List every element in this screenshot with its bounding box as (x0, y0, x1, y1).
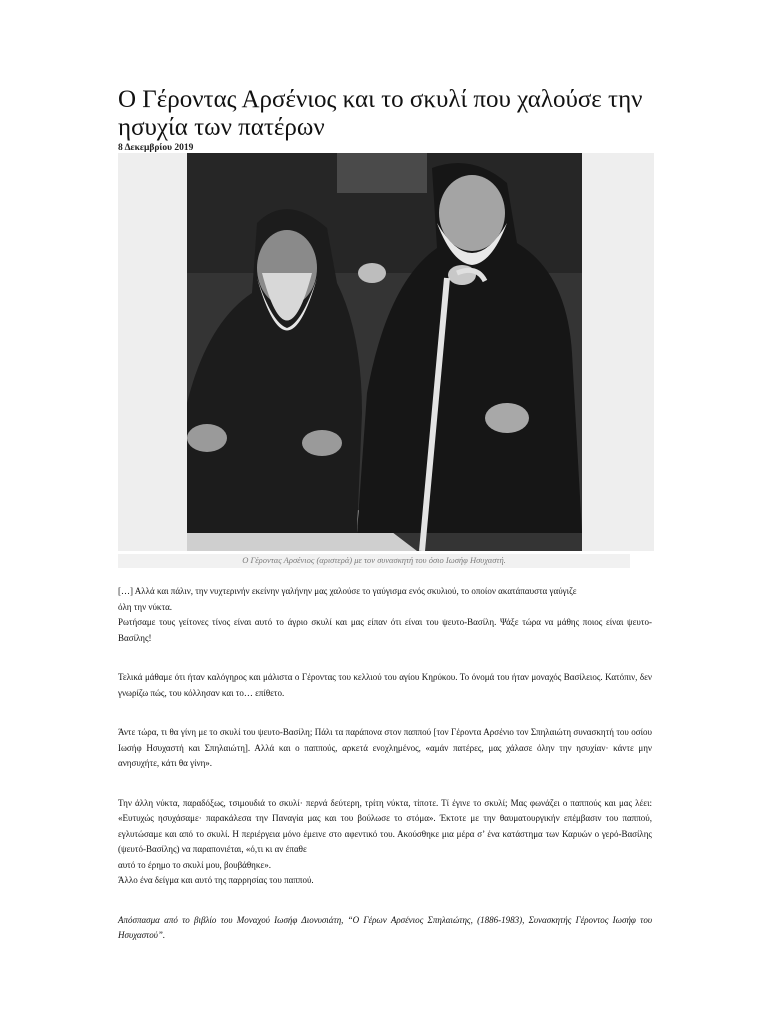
paragraph-1-line-1: […] Αλλά και πάλιν, την νυχτερινήν εκείνην γαλήνην μας χαλούσε το γαύγισμα ενός σκυλιού, το οποίον ακατάπαυστα γαύγιζε (118, 586, 577, 596)
word: αυτό (118, 859, 136, 870)
paragraph-4-line-1: Την άλλη νύκτα, παραδόξως, τσιμουδιά το σκυλί· περνά δεύτερη, τρίτη νύκτα, τίποτε. Τί έγινε το σκυλί; Μας φωνάζει ο παππούς και μας λέει: «Ευτυχώς ησυχάσαμε· παρακάλεσα την Παναγία μας και του βούλωσε το στόμα». Έκτοτε με την θαυματουργικήν επέμβασιν του παππού, εγλυτώσαμε και από το σκυλί. Η περιέργεια μόνο έμεινε στο αφεντικό του. Ακούσθηκε μια μέρα σ’ ένα κατάστημα των Καρυών ο γερό-Βασίλης (ψευτό-Βασίλης) να παραπονιέται, «ό,τι κι αν έπαθε (118, 797, 652, 854)
word: έρημο (147, 859, 171, 870)
photo-two-elders (187, 153, 582, 551)
paragraph-1-line-2 (118, 600, 652, 616)
paragraph-4 (118, 796, 652, 889)
word: όλη (118, 601, 132, 612)
paragraph-1-line-3: Ρωτήσαμε τους γείτονες τίνος είναι αυτό το άγριο σκυλί και μας είπαν ότι είναι του ψευτο-Βασίλη. Ψάξε τώρα να μάθης ποιος είναι ψευτο-Βασίλης! (118, 617, 652, 643)
paragraph-4-line-3: Άλλο ένα δείγμα και αυτό της παρρησίας του παππού. (118, 875, 314, 885)
source-citation: Απόσπασμα από το βιβλίο του Μοναχού Ιωσήφ Διονυσιάτη, “Ο Γέρων Αρσένιος Σπηλαιώτης, (1886-1983), Συνασκητής Γέροντος Ιωσήφ του Ησυχαστού”. (118, 914, 652, 940)
article-date: 8 Δεκεμβρίου 2019 (118, 143, 194, 153)
word: νύκτα. (148, 601, 173, 612)
paragraph-2: Τελικά μάθαμε ότι ήταν καλόγηρος και μάλιστα ο Γέροντας του κελλιού του αγίου Κηρύκου. Το όνομά του ήταν μοναχός Βασίλειος. Κατόπιν, δεν γνωρίζω πώς, του κόλλησαν και το… επίθετο. (118, 672, 652, 698)
photo-caption: Ο Γέροντας Αρσένιος (αριστερά) με τον συνασκητή του όσιο Ιωσήφ Ησυχαστή. (242, 555, 506, 565)
paragraph-3: Άντε τώρα, τι θα γίνη με το σκυλί του ψευτο-Βασίλη; Πάλι τα παράπονα στον παππού [τον Γέροντα Αρσένιο τον Σπηλαιώτη συνασκητή του οσίου Ιωσήφ Ησυχαστή και Σπηλαιώτη]. Αλλά και ο παππούς, αρκετά ενοχλημένος, «αμάν πατέρες, μας χάλασε όλην την ησυχίαν· κάντε μην ανησυχήτε, κάτι θα γίνη». (118, 727, 652, 768)
paragraph-4-line-2 (118, 858, 652, 874)
article-body (118, 584, 652, 968)
word: μου, (205, 859, 222, 870)
photo-frame (118, 153, 654, 551)
word: την (133, 601, 147, 612)
word: το (137, 859, 146, 870)
word: βουβάθηκε». (224, 859, 271, 870)
photo-illustration (187, 153, 582, 551)
word: σκυλί (182, 859, 204, 870)
article-title: Ο Γέροντας Αρσένιος και το σκυλί που χαλούσε την ησυχία των πατέρων (118, 86, 643, 141)
paragraph-1 (118, 584, 652, 646)
word: το (172, 859, 181, 870)
